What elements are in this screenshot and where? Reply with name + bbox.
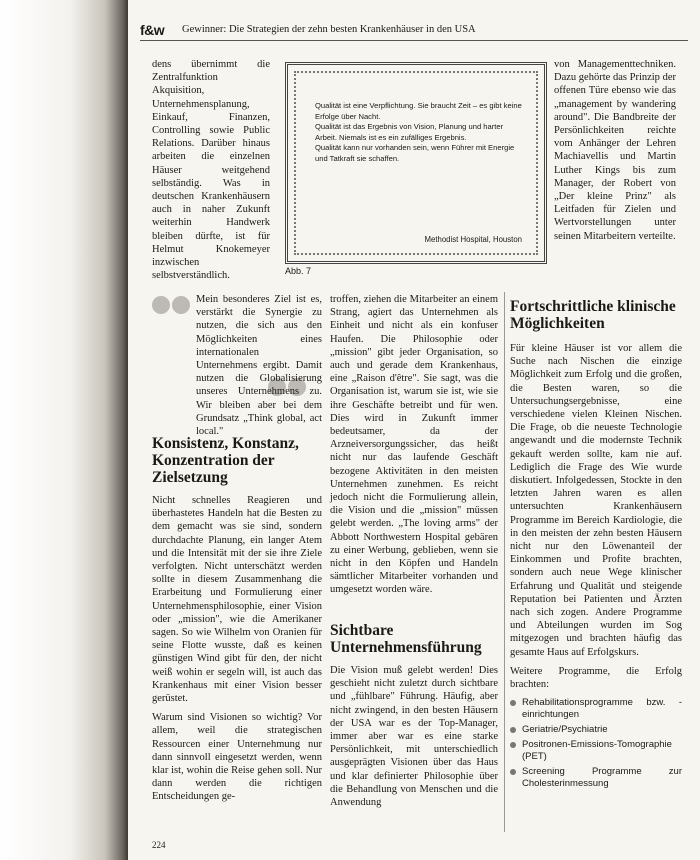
paragraph: Für kleine Häuser ist vor allem die Suche nach Nischen die einzige Möglichkeit zum Erfolg und die großen, die Besten waren, so die Untersuchungsergebnisse, eine verschiedene vielen Kleinen Nischen. Die Frage, ob die neueste Technologie angewandt und die modernste Technik gekauft werden sollte, kam nie auf. Lediglich die Frage des Wie wurde diskutiert. Infolgedessen, Stockte in den letzten Jahren waren es allen untersuchten Krankenhäusern Programme im Bereich Kardiologie, die in den meisten der zehn besten Häusern nicht nur den Löwenanteil der Einkommen und Profite brachten, sondern auch neue Wege klinischer Erfahrung und Qualität und steigende Reputation bei Patienten und Ärzten nach sich zogen. Andere Programme und Abteilungen wurden im Sog mitgezogen und brachten häufig das gesamte Haus auf Erfolgskurs. — [510, 343, 682, 658]
quote-line: Qualität ist eine Verpflichtung. Sie braucht Zeit – es gibt keine Erfolge über Nacht. — [315, 101, 522, 121]
left-top-column — [152, 58, 270, 282]
quote-text — [315, 101, 525, 165]
list-item-text: Positronen-Emissions-Tomographie (PET) — [522, 739, 672, 763]
col3-body — [510, 342, 682, 793]
section-heading: Sichtbare Unternehmensführung — [330, 622, 482, 656]
running-header — [140, 22, 688, 41]
col1-quote — [196, 293, 322, 444]
heading-fortschrittliche — [510, 298, 685, 332]
section-heading: Fortschrittliche klinische Möglichkeiten — [510, 298, 676, 332]
col2-top — [330, 293, 498, 603]
quote-line: Qualität kann nur vorhanden sein, wenn Führer mit Energie und Tatkraft sie schaffen. — [315, 143, 515, 163]
bullet — [510, 727, 516, 733]
list-item-text: Geriatrie/Psychiatrie — [522, 724, 608, 736]
quote-source: Methodist Hospital, Houston — [424, 235, 522, 244]
paragraph: Nicht schnelles Reagieren und überhastetes Handeln hat die Besten zu dem gemacht was sie sind, sondern durchdachte Planung, ein langer Atem und die Intensität mit der sie ihre Ziele verfolgten. Nicht unterschätzt werden sollte in diesem Zusammenhang die Erarbeitung und Formulierung einer Unternehmensphilosophie, einer Vision oder „mission", wie die Amerikaner sagen. So wie Wilhelm von Oranien für seine Flotte wusste, daß es keinen günstigen Wind gibt für den, der nicht weiß wohin er segeln will, ist auch das Krankenhaus mit einer Vision besser gerüstet. — [152, 495, 322, 705]
section-heading: Konsistenz, Konstanz, Konzentration der Zielsetzung — [152, 435, 299, 486]
paragraph: Warum sind Visionen so wichtig? Vor allem, weil die strategischen Ressourcen einer Unternehmung nur dann sinnvoll eingesetzt werden, wenn klar ist, wohin die Reise gehen soll. Nur dann werden die richtigen Entscheidungen ge- — [152, 712, 322, 803]
quote-mark-dot — [172, 296, 190, 314]
heading-konsistenz — [152, 435, 322, 486]
running-title: Gewinner: Die Strategien der zehn besten Krankenhäuser in den USA — [182, 24, 476, 35]
list-item-text: Screening Programme zur Cholesterinmessung — [522, 766, 682, 790]
quote-line: Qualität ist das Ergebnis von Vision, Planung und harter Arbeit. Niemals ist es ein zufälliges Ergebnis. — [315, 122, 504, 142]
list-item — [510, 766, 682, 790]
quote-mark-dot — [152, 296, 170, 314]
paragraph: dens übernimmt die Zentralfunktion Akquisition, Unternehmensplanung, Einkauf, Finanzen, Controlling sowie Public Relations. Darüber hinaus arbeiten die einzelnen Häuser weitgehend selbständig. Was in deutschen Krankenhäusern auch in naher Zukunft weiterhin Handwerk bleiben dürfte, ist für Helmut Knokemeyer inzwischen selbstverständlich. — [152, 59, 270, 282]
list-item — [510, 697, 682, 721]
journal-logo: f&w — [140, 22, 165, 38]
heading-sichtbare — [330, 622, 500, 656]
paragraph: Weitere Programme, die Erfolg brachten: — [510, 665, 682, 691]
bullet — [510, 700, 516, 706]
list-item-text: Rehabilitationsprogramme bzw. -einrichtungen — [522, 697, 682, 721]
page-number: 224 — [152, 840, 166, 850]
list-item — [510, 739, 682, 763]
bullet — [510, 742, 516, 748]
paragraph: Die Vision muß gelebt werden! Dies geschieht nicht zuletzt durch sichtbare und „fühlbare" Führung. Häufig, aber nicht zwingend, in den besten Häusern der USA war es der Top-Manager, immer aber war es eine starke Persönlichkeit, mit unterschiedlich ausgeprägten Visionen über das Haus und klar definierter Philosophie über die Behandlung von Menschen und die Anwendung — [330, 665, 498, 809]
paragraph: troffen, ziehen die Mitarbeiter an einem Strang, agiert das Unternehmen als Einheit und nicht als ein konfuser Haufen. Die Philosophie oder „mission" gibt jeder Organisation, so auch und gerade dem Krankenhaus, eine „Raison d'être". Sie sagt, was die Organisation ist, warum sie ist, wie sie ihre Geschäfte betreibt und für wen. Dies wird in Zukunft immer bedeutsamer, da der Arzneiversorgungssicher, das heißt nicht nur das laufende Geschäft bezogene Aktivitäten in den meisten Unternehmen zunehmen. Es reicht jedoch nicht die Formulierung allein, die Vision und die „mission" müssen gelebt werden. „The loving arms" der Abbott Northwestern Hospital gebären zu einer Werbung, geblieben, wenn sie nicht in den Köpfen und Handeln sämtlicher Mitarbeiter vorhanden und umgesetzt worden wäre. — [330, 294, 498, 596]
paragraph: von Managementtechniken. Dazu gehörte das Prinzip der offenen Türe ebenso wie das „management by wandering around". Die Bandbreite der Persönlichkeiten reichte vom Anhänger der Lehren Machiavellis und Martin Luther Kings bis zum Manager, der Robert von „Der kleine Prinz" als Leitfaden für Zielen und Wertvorstellungen unter seinen Mitarbeitern verteilte. — [554, 59, 676, 242]
col2-body — [330, 664, 498, 815]
quote-box — [285, 62, 547, 264]
list-item — [510, 724, 682, 736]
book-binding-shadow — [0, 0, 128, 860]
program-list — [510, 697, 682, 790]
pull-quote: Mein besonderes Ziel ist es, verstärkt die Synergie zu nutzen, die sich aus den Möglichkeiten eines internationalen Unternehmens ergibt. Damit nutzen die Globalisierung unseres Unternehmens zu. Wir bleiben aber bei dem Grundsatz „Think global, act local." — [196, 294, 322, 438]
column-rule — [504, 292, 505, 832]
figure-label: Abb. 7 — [285, 266, 312, 276]
col1-body — [152, 494, 322, 810]
bullet — [510, 769, 516, 775]
right-top-column — [554, 58, 676, 270]
